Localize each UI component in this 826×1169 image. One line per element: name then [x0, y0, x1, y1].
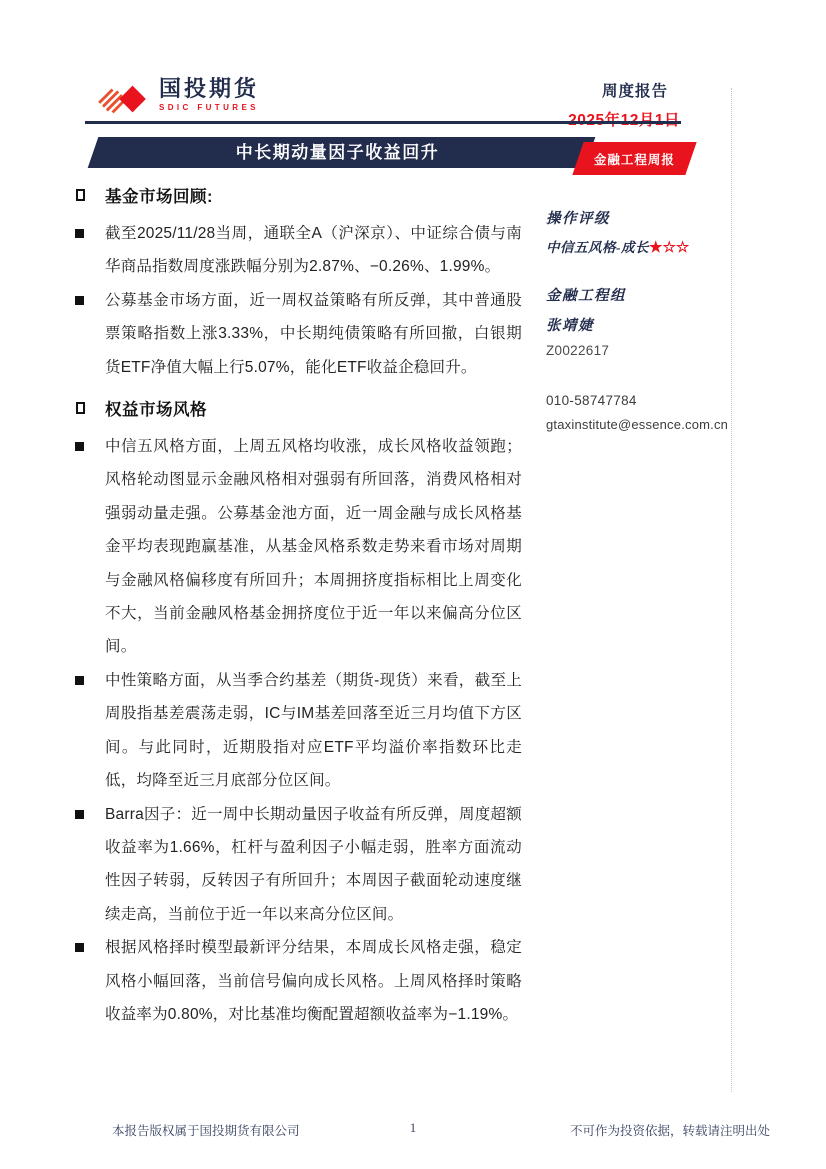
rating-line — [546, 236, 726, 257]
company-logo — [96, 77, 259, 119]
disclaimer-text: 不可作为投资依据，转载请注明出处 — [569, 1124, 770, 1138]
header-rule — [85, 121, 681, 124]
bullet-text: 中性策略方面，从当季合约基差（期货-现货）来看，截至上周股指基差震荡走弱，IC与IM基差回落至近三月均值下方区间。与此同时，近期股指对应ETF平均溢价率指数环比走低，均降至近三月底部分位区间。 — [105, 671, 522, 790]
bullet-text: 中信五风格方面，上周五风格均收涨，成长风格收益领跑；风格轮动图显示金融风格相对强弱有所回落，消费风格相对强弱动量走强。公募基金池方面，近一周金融与成长风格基金平均表现跑赢基准，从基金风格系数走势来看市场对周期与金融风格偏移度有所回升；本周拥挤度指标相比上周变化不大，当前金融风格基金拥挤度位于近一年以来偏高分位区间。 — [105, 438, 522, 656]
logo-text — [159, 77, 259, 112]
star-filled-icon: ★ — [649, 240, 663, 256]
report-title: 中长期动量因子收益回升 — [235, 143, 440, 162]
page-footer — [0, 1121, 826, 1141]
analyst-sidebar — [546, 207, 729, 432]
bullet-item — [75, 664, 522, 798]
sdic-logo-icon — [96, 79, 150, 119]
analyst-name: 张靖婕 — [546, 318, 594, 334]
report-body — [75, 186, 522, 1031]
solid-square-icon — [75, 810, 84, 819]
solid-square-icon — [75, 943, 84, 952]
report-type-label: 周度报告 — [601, 83, 668, 100]
bullet-item — [75, 217, 522, 284]
company-name: 国投期货 — [159, 76, 260, 101]
bullet-item — [75, 430, 522, 664]
team-name: 金融工程组 — [546, 288, 626, 304]
solid-square-icon — [75, 229, 84, 238]
analyst-id: Z0022617 — [546, 343, 610, 358]
section-heading-text: 权益市场风格 — [105, 401, 207, 420]
bullet-text: 截至2025/11/28当周，通联全A（沪深京）、中证综合债与南华商品指数周度涨跌幅分别为2.87%、−0.26%、1.99%。 — [105, 225, 522, 276]
bullet-item — [75, 798, 522, 932]
email-address: gtaxinstitute@essence.com.cn — [546, 417, 729, 432]
sidebar-divider — [731, 88, 732, 1092]
bullet-text: 公募基金市场方面，近一周权益策略有所反弹，其中普通股票策略指数上涨3.33%，中长期纯债策略有所回撤，白银期货ETF净值大幅上行5.07%，能化ETF收益企稳回升。 — [105, 291, 522, 376]
section-heading-equity-style — [75, 399, 522, 421]
category-tag: 金融工程周报 — [593, 152, 675, 167]
solid-square-icon — [75, 296, 84, 305]
bullet-text: Barra因子：近一周中长期动量因子收益有所反弹，周度超额收益率为1.66%，杠杆与盈利因子小幅走弱，胜率方面流动性因子转弱，反转因子有所回升；本周因子截面轮动速度继续走高，当前位于近一年以来高分位区间。 — [105, 805, 522, 923]
phone-number: 010-58747784 — [546, 393, 637, 408]
hollow-square-icon — [76, 402, 85, 414]
hollow-square-icon — [76, 189, 85, 201]
section-heading-text: 基金市场回顾: — [105, 188, 213, 206]
page-number: 1 — [409, 1121, 417, 1135]
copyright-text: 本报告版权属于国投期货有限公司 — [112, 1124, 300, 1138]
contact-block — [546, 393, 729, 432]
report-date — [568, 108, 680, 130]
section-heading-fund-market — [75, 186, 522, 208]
bullet-item — [75, 284, 522, 384]
bullet-item — [75, 931, 522, 1031]
solid-square-icon — [75, 442, 84, 451]
company-name-en: SDIC FUTURES — [159, 103, 259, 112]
bullet-text: 根据风格择时模型最新评分结果，本周成长风格走强，稳定风格小幅回落，当前信号偏向成长风格。上周风格择时策略收益率为0.80%，对比基准均衡配置超额收益率为−1.19%。 — [105, 939, 522, 1023]
rating-label: 操作评级 — [546, 211, 610, 227]
rating-value: 中信五风格-成长 — [546, 240, 649, 255]
category-tag-ribbon — [572, 142, 696, 175]
solid-square-icon — [75, 676, 84, 685]
star-empty-icon: ☆☆ — [662, 240, 690, 256]
